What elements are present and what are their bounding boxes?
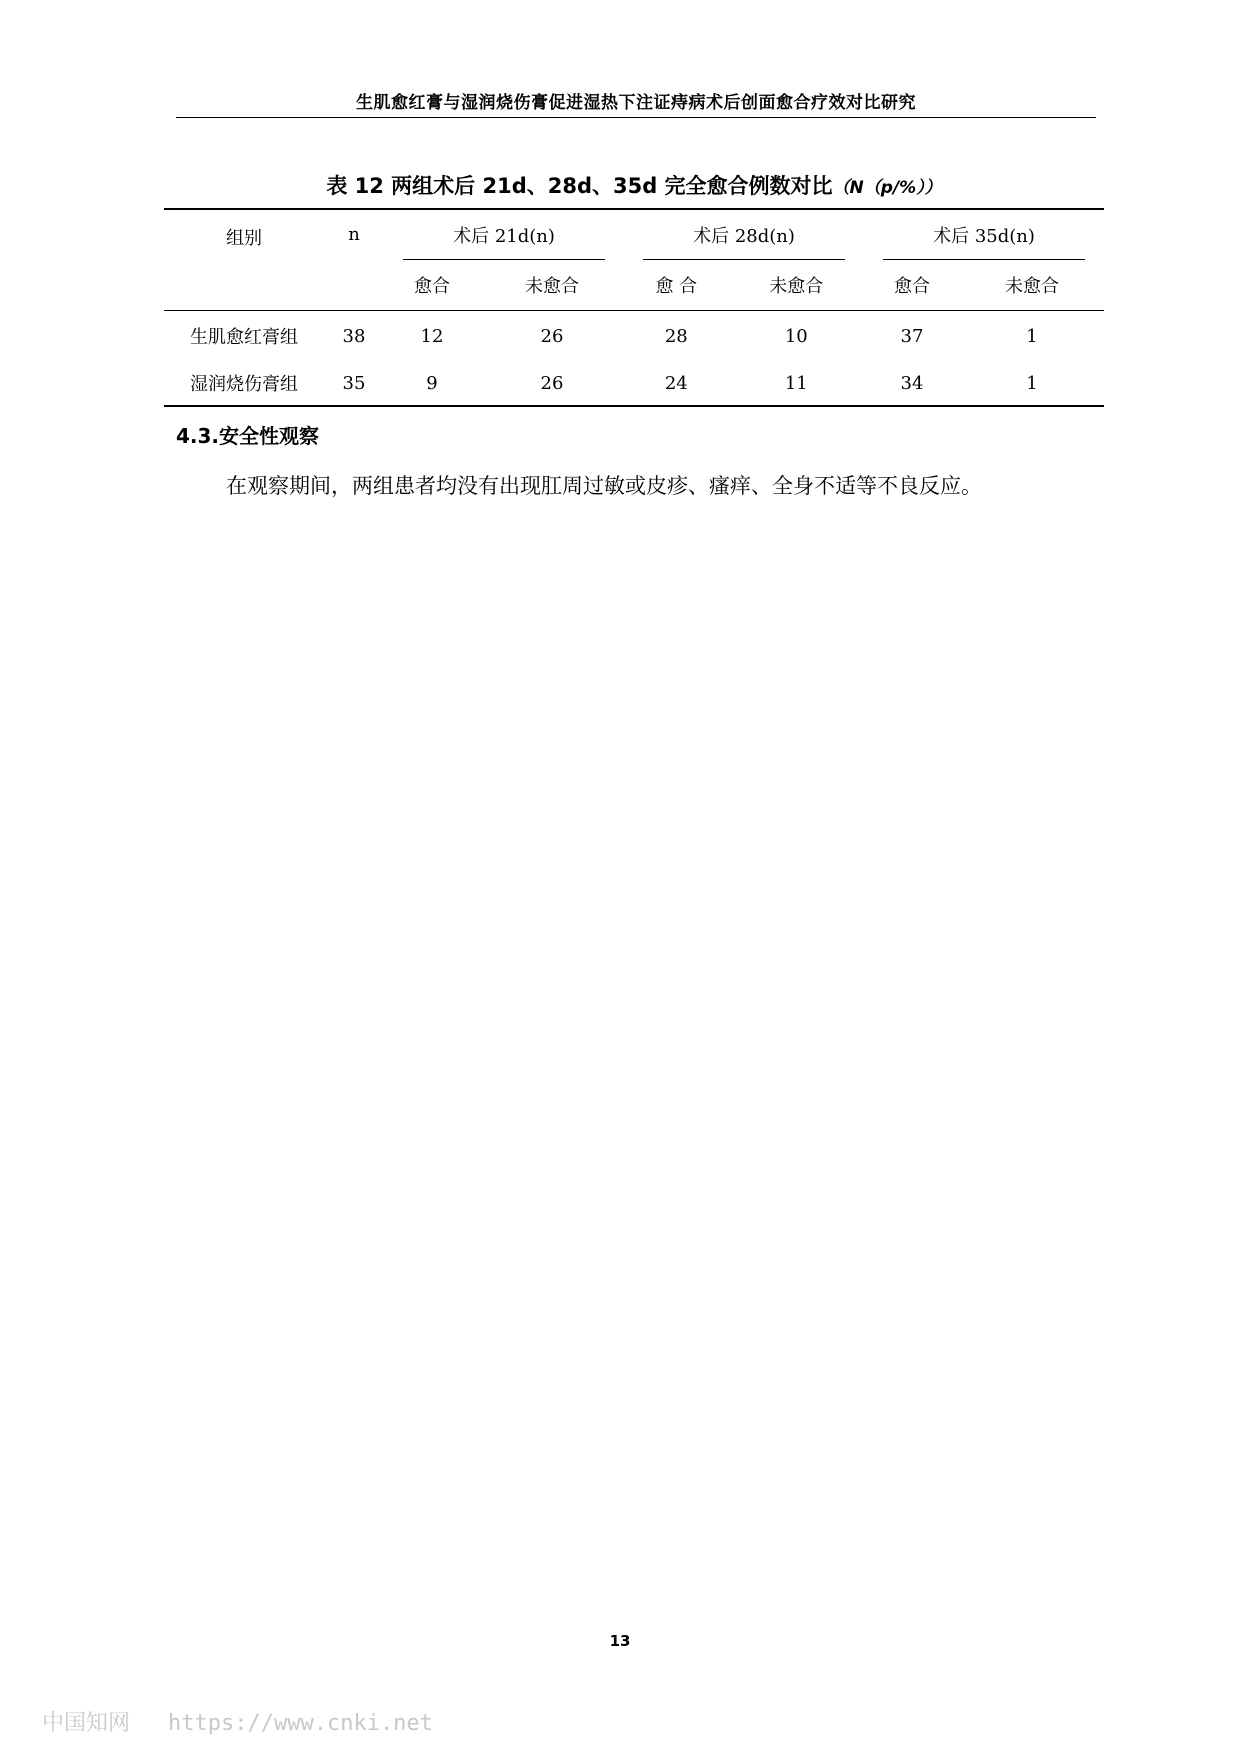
cell-value: 11 [784, 372, 808, 394]
header-28d-label: 术后 28d(n) [693, 226, 795, 247]
table-caption [164, 170, 1104, 200]
cell-value: 28 [664, 325, 688, 347]
header-n: n [348, 224, 360, 245]
cell-value: 26 [540, 325, 564, 347]
header-group: 组别 [226, 228, 262, 249]
subheader-35d-unhealed: 未愈合 [1004, 276, 1059, 297]
section-heading: 4.3.安全性观察 [176, 424, 320, 448]
watermark [42, 1706, 433, 1737]
cell-value: 37 [900, 325, 924, 347]
table-caption-unit: （N（p/%）） [832, 178, 942, 198]
table-caption-main: 表 12 两组术后 21d、28d、35d 完全愈合例数对比 [326, 174, 833, 198]
cell-value: 1 [1026, 372, 1038, 394]
header-rule [176, 117, 1096, 118]
cell-n: 35 [342, 372, 366, 394]
cell-group: 生肌愈红膏组 [190, 327, 298, 348]
body-paragraph: 在观察期间，两组患者均没有出现肛周过敏或皮疹、瘙痒、全身不适等不良反应。 [226, 474, 982, 498]
span-rule-21d [403, 259, 605, 260]
table-row [164, 311, 1104, 362]
cell-value: 12 [420, 325, 444, 347]
cell-value: 9 [426, 372, 438, 394]
subheader-21d-healed: 愈合 [414, 276, 450, 297]
watermark-cn: 中国知网 [42, 1711, 131, 1736]
healing-table [164, 208, 1104, 407]
cell-n: 38 [342, 325, 366, 347]
header-35d-label: 术后 35d(n) [933, 226, 1035, 247]
subheader-35d-healed: 愈合 [893, 276, 930, 297]
cell-value: 24 [664, 372, 688, 394]
cell-group: 湿润烧伤膏组 [190, 374, 298, 395]
cell-value: 26 [540, 372, 564, 394]
header-21d [384, 209, 624, 260]
span-rule-28d [643, 259, 845, 260]
running-header: 生肌愈红膏与湿润烧伤膏促进湿热下注证痔病术后创面愈合疗效对比研究 [356, 93, 916, 113]
cell-value: 1 [1026, 325, 1038, 347]
subheader-28d-unhealed: 未愈合 [769, 276, 824, 297]
header-35d [864, 209, 1104, 260]
cell-value: 10 [784, 325, 808, 347]
span-rule-35d [883, 259, 1085, 260]
subheader-28d-healed: 愈 合 [655, 276, 698, 297]
watermark-url: https://www.cnki.net [168, 1711, 433, 1736]
cell-value: 34 [900, 372, 924, 394]
header-21d-label: 术后 21d(n) [453, 226, 555, 247]
subheader-21d-unhealed: 未愈合 [525, 276, 579, 297]
page-number: 13 [609, 1632, 631, 1650]
header-28d [624, 209, 864, 260]
table-row [164, 361, 1104, 406]
